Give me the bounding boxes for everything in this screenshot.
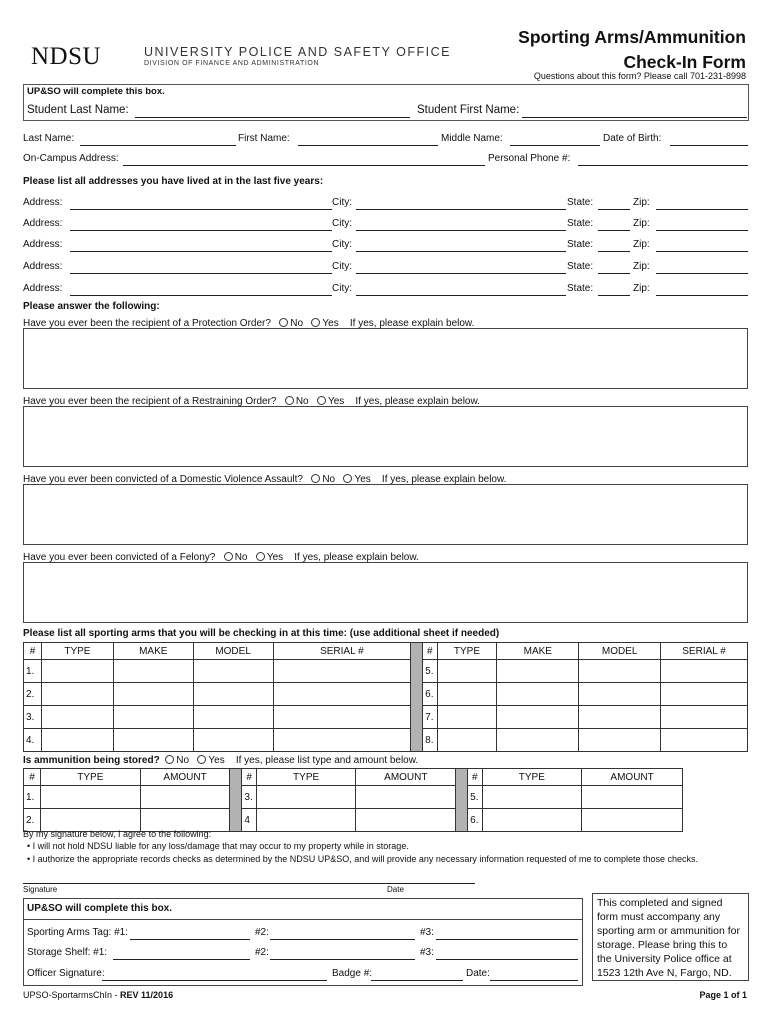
- campus-address-field[interactable]: [123, 165, 485, 166]
- shelf-2-field[interactable]: [270, 959, 415, 960]
- col-amount: AMOUNT: [356, 769, 456, 786]
- address-field[interactable]: [70, 251, 332, 252]
- type-cell[interactable]: [482, 786, 582, 809]
- question-text: Have you ever been the recipient of a Protection Order?: [23, 318, 271, 329]
- zip-label: Zip:: [633, 218, 650, 229]
- ammo-explain-text: If yes, please list type and amount below.: [235, 755, 419, 766]
- radio-no-label: No: [322, 474, 336, 485]
- radio-no[interactable]: [279, 318, 288, 327]
- shelf-label: Storage Shelf: #1:: [27, 947, 108, 958]
- row-number: 4: [242, 809, 256, 832]
- table-row: [24, 660, 748, 683]
- badge-label: Badge #:: [332, 968, 373, 979]
- city-field[interactable]: [356, 273, 566, 274]
- col-serial: SERIAL #: [661, 643, 748, 660]
- arms-table: [23, 642, 748, 752]
- table-divider: [456, 769, 468, 832]
- row-number: 6.: [423, 683, 437, 706]
- last-name-label: Last Name:: [23, 133, 75, 144]
- col-type: TYPE: [40, 769, 140, 786]
- make-cell[interactable]: [497, 660, 579, 683]
- type-cell[interactable]: [41, 706, 113, 729]
- type-cell[interactable]: [41, 660, 113, 683]
- row-number: 6.: [468, 809, 482, 832]
- amount-cell[interactable]: [356, 809, 456, 832]
- address-label: Address:: [23, 239, 63, 250]
- make-cell[interactable]: [113, 660, 193, 683]
- middle-name-field[interactable]: [510, 145, 600, 146]
- address-label: Address:: [23, 197, 63, 208]
- type-cell[interactable]: [437, 683, 497, 706]
- zip-label: Zip:: [633, 283, 650, 294]
- model-cell[interactable]: [193, 729, 273, 752]
- radio-no-label: No: [176, 755, 190, 766]
- shelf-1-field[interactable]: [113, 959, 250, 960]
- tag-1-field[interactable]: [130, 939, 250, 940]
- explain-box-protection-order[interactable]: [23, 328, 748, 389]
- radio-no-label: No: [290, 318, 304, 329]
- city-field[interactable]: [356, 230, 566, 231]
- type-cell[interactable]: [482, 809, 582, 832]
- staff-box-heading: UP&SO will complete this box.: [27, 86, 165, 97]
- signature-label: Signature: [23, 885, 58, 894]
- city-field[interactable]: [356, 295, 566, 296]
- zip-field[interactable]: [656, 273, 748, 274]
- type-cell[interactable]: [41, 683, 113, 706]
- col-type: TYPE: [482, 769, 582, 786]
- student-first-name-line[interactable]: [522, 117, 747, 118]
- division-name: DIVISION OF FINANCE AND ADMINISTRATION: [144, 60, 320, 67]
- arms-heading: Please list all sporting arms that you will be checking in at this time: (use additional sheet if needed): [23, 628, 500, 639]
- amount-cell[interactable]: [140, 786, 230, 809]
- amount-cell[interactable]: [356, 786, 456, 809]
- radio-yes[interactable]: [197, 755, 206, 764]
- model-cell[interactable]: [579, 683, 661, 706]
- col-model: MODEL: [579, 643, 661, 660]
- serial-cell[interactable]: [661, 729, 748, 752]
- shelf-3-label: #3:: [420, 947, 434, 958]
- radio-yes[interactable]: [317, 396, 326, 405]
- type-cell[interactable]: [41, 729, 113, 752]
- row-number: 1.: [24, 660, 42, 683]
- col-num: #: [423, 643, 437, 660]
- make-cell[interactable]: [113, 706, 193, 729]
- col-type: TYPE: [41, 643, 113, 660]
- ammo-question-text: Is ammunition being stored?: [23, 755, 160, 766]
- col-make: MAKE: [497, 643, 579, 660]
- model-cell[interactable]: [579, 660, 661, 683]
- form-title: Sporting Arms/Ammunition: [518, 27, 746, 47]
- radio-yes-label: Yes: [208, 755, 225, 766]
- type-cell[interactable]: [437, 729, 497, 752]
- row-number: 3.: [24, 706, 42, 729]
- campus-address-label: On-Campus Address:: [23, 153, 119, 164]
- ammo-header-row: [24, 769, 683, 786]
- radio-yes[interactable]: [343, 474, 352, 483]
- row-number: 2.: [24, 683, 42, 706]
- row-number: 8.: [423, 729, 437, 752]
- type-cell[interactable]: [437, 706, 497, 729]
- questions-heading: Please answer the following:: [23, 301, 160, 312]
- type-cell[interactable]: [40, 786, 140, 809]
- col-num: #: [242, 769, 256, 786]
- row-number: 4.: [24, 729, 42, 752]
- tag-3-label: #3:: [420, 927, 434, 938]
- radio-yes-label: Yes: [354, 474, 371, 485]
- question-text: Have you ever been the recipient of a Restraining Order?: [23, 396, 277, 407]
- row-number: 2.: [24, 809, 41, 832]
- last-name-field[interactable]: [80, 145, 236, 146]
- tag-2-label: #2:: [255, 927, 269, 938]
- table-row: [24, 729, 748, 752]
- state-field[interactable]: [598, 273, 630, 274]
- make-cell[interactable]: [497, 729, 579, 752]
- city-label: City:: [332, 197, 352, 208]
- row-number: 5.: [423, 660, 437, 683]
- serial-cell[interactable]: [273, 660, 411, 683]
- col-type: TYPE: [437, 643, 497, 660]
- explain-text: If yes, please explain below.: [381, 474, 507, 485]
- staff-box-bottom-heading: UP&SO will complete this box.: [27, 903, 173, 914]
- col-num: #: [24, 643, 42, 660]
- question-text: Have you ever been convicted of a Felony?: [23, 552, 216, 563]
- explain-text: If yes, please explain below.: [294, 552, 419, 563]
- ammo-question: [23, 755, 418, 766]
- agreement-bullet: • I authorize the appropriate records checks as determined by the NDSU UP&SO, and will provide any necessary information requested of me to complete those checks.: [27, 854, 698, 864]
- form-subtitle: Check-In Form: [623, 52, 746, 72]
- instructions-note: This completed and signed form must accompany any sporting arm or ammunition for storage. Please bring this to the University Police office at 1523 12th Ave N, Fargo, ND.: [592, 893, 749, 981]
- zip-label: Zip:: [633, 261, 650, 272]
- zip-field[interactable]: [656, 295, 748, 296]
- model-cell[interactable]: [579, 729, 661, 752]
- student-last-name-line[interactable]: [135, 117, 410, 118]
- tag-3-field[interactable]: [436, 939, 578, 940]
- table-row: [24, 786, 683, 809]
- radio-yes-label: Yes: [322, 318, 339, 329]
- city-label: City:: [332, 218, 352, 229]
- date-label: Date: [387, 885, 404, 894]
- state-label: State:: [567, 218, 594, 229]
- address-field[interactable]: [70, 209, 332, 210]
- col-num: #: [24, 769, 41, 786]
- row-number: 1.: [24, 786, 41, 809]
- amount-cell[interactable]: [582, 786, 683, 809]
- city-label: City:: [332, 239, 352, 250]
- explain-box-felony[interactable]: [23, 562, 748, 623]
- dob-field[interactable]: [670, 145, 748, 146]
- question-text: Have you ever been convicted of a Domestic Violence Assault?: [23, 474, 303, 485]
- serial-cell[interactable]: [661, 660, 748, 683]
- serial-cell[interactable]: [273, 729, 411, 752]
- radio-yes[interactable]: [256, 552, 265, 561]
- table-divider: [230, 769, 242, 832]
- shelf-2-label: #2:: [255, 947, 269, 958]
- address-field[interactable]: [70, 230, 332, 231]
- amount-cell[interactable]: [582, 809, 683, 832]
- student-first-name-label: Student First Name:: [417, 104, 520, 116]
- office-name: UNIVERSITY POLICE AND SAFETY OFFICE: [144, 45, 451, 59]
- arms-header-row: [24, 643, 748, 660]
- model-cell[interactable]: [193, 706, 273, 729]
- row-number: 3.: [242, 786, 256, 809]
- tag-label: Sporting Arms Tag: #1:: [27, 927, 128, 938]
- serial-cell[interactable]: [273, 683, 411, 706]
- officer-signature-label: Officer Signature:: [27, 968, 105, 979]
- col-serial: SERIAL #: [273, 643, 411, 660]
- state-label: State:: [567, 197, 594, 208]
- address-field[interactable]: [70, 273, 332, 274]
- radio-yes[interactable]: [311, 318, 320, 327]
- col-amount: AMOUNT: [140, 769, 230, 786]
- row-number: 5.: [468, 786, 482, 809]
- zip-label: Zip:: [633, 239, 650, 250]
- agreement-bullet: • I will not hold NDSU liable for any loss/damage that may occur to my property while in storage.: [27, 841, 409, 851]
- officer-signature-field[interactable]: [102, 980, 327, 981]
- radio-no[interactable]: [224, 552, 233, 561]
- col-type: TYPE: [256, 769, 356, 786]
- agreement-intro: By my signature below, I agree to the following:: [23, 829, 212, 839]
- form-code: UPSO-SportarmsChIn -: [23, 990, 121, 1000]
- model-cell[interactable]: [193, 660, 273, 683]
- col-amount: AMOUNT: [582, 769, 683, 786]
- ammo-table: [23, 768, 683, 832]
- type-cell[interactable]: [256, 786, 356, 809]
- table-row: [24, 683, 748, 706]
- make-cell[interactable]: [497, 683, 579, 706]
- shelf-3-field[interactable]: [436, 959, 578, 960]
- radio-yes-label: Yes: [266, 552, 284, 563]
- type-cell[interactable]: [256, 809, 356, 832]
- make-cell[interactable]: [497, 706, 579, 729]
- tag-2-field[interactable]: [270, 939, 415, 940]
- address-label: Address:: [23, 261, 63, 272]
- radio-no[interactable]: [285, 396, 294, 405]
- officer-date-field[interactable]: [490, 980, 578, 981]
- addresses-heading: Please list all addresses you have lived at in the last five years:: [23, 176, 324, 187]
- first-name-label: First Name:: [238, 133, 290, 144]
- city-field[interactable]: [356, 209, 566, 210]
- student-last-name-label: Student Last Name:: [27, 104, 129, 116]
- city-label: City:: [332, 283, 352, 294]
- row-number: 7.: [423, 706, 437, 729]
- serial-cell[interactable]: [661, 683, 748, 706]
- table-divider: [411, 643, 423, 752]
- revision-date: REV 11/2016: [120, 990, 174, 1000]
- phone-label: Personal Phone #:: [488, 153, 571, 164]
- state-label: State:: [567, 261, 594, 272]
- col-make: MAKE: [113, 643, 193, 660]
- radio-yes-label: Yes: [327, 396, 345, 407]
- col-num: #: [468, 769, 482, 786]
- signature-line[interactable]: [23, 883, 475, 884]
- address-label: Address:: [23, 218, 63, 229]
- first-name-field[interactable]: [298, 145, 438, 146]
- model-cell[interactable]: [193, 683, 273, 706]
- page-number: Page 1 of 1: [699, 990, 747, 1000]
- radio-no-label: No: [295, 396, 309, 407]
- explain-text: If yes, please explain below.: [349, 318, 475, 329]
- officer-date-label: Date:: [466, 968, 490, 979]
- address-label: Address:: [23, 283, 63, 294]
- ndsu-logo: NDSU: [31, 43, 102, 70]
- radio-no-label: No: [234, 552, 248, 563]
- state-field[interactable]: [598, 251, 630, 252]
- zip-label: Zip:: [633, 197, 650, 208]
- badge-field[interactable]: [371, 980, 463, 981]
- zip-field[interactable]: [656, 230, 748, 231]
- type-cell[interactable]: [437, 660, 497, 683]
- zip-field[interactable]: [656, 209, 748, 210]
- state-field[interactable]: [598, 230, 630, 231]
- form-revision: [23, 990, 173, 1000]
- serial-cell[interactable]: [273, 706, 411, 729]
- middle-name-label: Middle Name:: [441, 133, 503, 144]
- zip-field[interactable]: [656, 251, 748, 252]
- contact-line: Questions about this form? Please call 701-231-8998: [533, 71, 746, 81]
- serial-cell[interactable]: [661, 706, 748, 729]
- model-cell[interactable]: [579, 706, 661, 729]
- phone-field[interactable]: [578, 165, 748, 166]
- explain-text: If yes, please explain below.: [355, 396, 480, 407]
- address-field[interactable]: [70, 295, 332, 296]
- state-label: State:: [567, 239, 594, 250]
- explain-box-domestic-violence[interactable]: [23, 484, 748, 545]
- col-model: MODEL: [193, 643, 273, 660]
- explain-box-restraining-order[interactable]: [23, 406, 748, 467]
- radio-no[interactable]: [311, 474, 320, 483]
- make-cell[interactable]: [113, 683, 193, 706]
- make-cell[interactable]: [113, 729, 193, 752]
- state-field[interactable]: [598, 209, 630, 210]
- table-row: [24, 706, 748, 729]
- state-field[interactable]: [598, 295, 630, 296]
- dob-label: Date of Birth:: [603, 133, 662, 144]
- radio-no[interactable]: [165, 755, 174, 764]
- city-field[interactable]: [356, 251, 566, 252]
- state-label: State:: [567, 283, 594, 294]
- city-label: City:: [332, 261, 352, 272]
